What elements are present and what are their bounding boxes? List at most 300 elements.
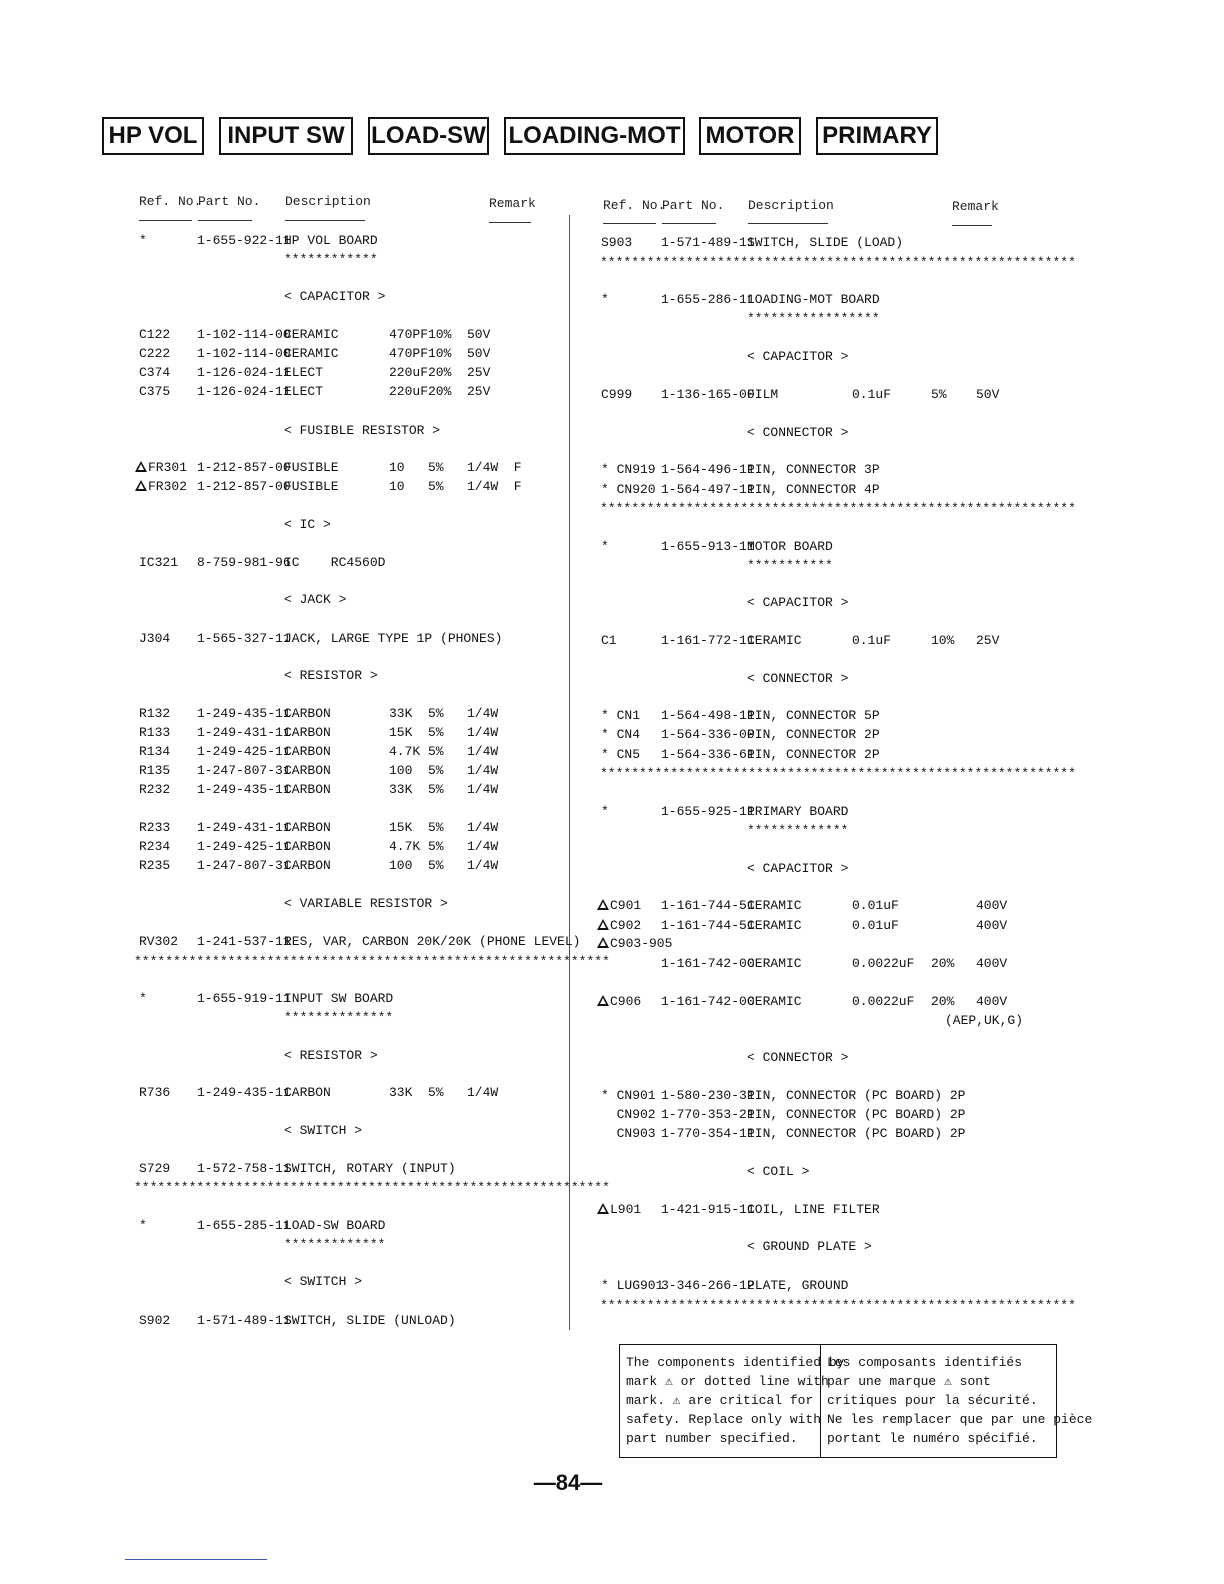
part-number: 1-249-435-11 <box>197 782 291 797</box>
rating: 400V <box>976 898 1008 913</box>
description: SWITCH, ROTARY (INPUT) <box>284 1161 456 1176</box>
ref-number-text: S729 <box>139 1161 171 1176</box>
ref-number <box>601 633 617 649</box>
value: 0.0022uF <box>852 956 915 971</box>
value: 10 <box>389 479 405 494</box>
part-number: 1-572-758-11 <box>197 1161 291 1176</box>
right-list-row <box>0 1298 1224 1314</box>
ref-number-text: C222 <box>139 346 171 361</box>
part-number: 1-655-285-11 <box>197 1218 291 1233</box>
ref-number <box>601 747 640 763</box>
rating: 50V <box>467 346 491 361</box>
ref-number <box>601 539 609 555</box>
tolerance: 20% <box>931 956 955 971</box>
description: CARBON <box>284 1085 331 1100</box>
tolerance: 5% <box>428 763 444 778</box>
note-en-line: mark ⚠ or dotted line with <box>626 1374 829 1389</box>
rating: 1/4W <box>467 782 499 797</box>
description: < CONNECTOR > <box>747 671 849 686</box>
part-number: 1-161-742-00 <box>661 994 755 1009</box>
right-list-row <box>0 235 1224 251</box>
description: CARBON <box>284 706 331 721</box>
value: 0.01uF <box>852 918 899 933</box>
right-header-part: Part No. <box>662 198 725 213</box>
tolerance: 5% <box>428 460 444 475</box>
description: ************* <box>284 1237 386 1252</box>
note-fr-line: Les composants identifiés <box>827 1355 1023 1370</box>
ref-number-text: S902 <box>139 1313 171 1328</box>
description: IC RC4560D <box>284 555 386 570</box>
rating: 400V <box>976 994 1008 1009</box>
part-number: 1-102-114-00 <box>197 346 291 361</box>
description: ELECT <box>284 384 324 399</box>
page-number: —84— <box>533 1470 603 1495</box>
description: PIN, CONNECTOR 3P <box>747 462 880 477</box>
ref-number-text: * <box>601 539 609 554</box>
rating: 1/4W <box>467 763 499 778</box>
right-list-row <box>0 1050 1224 1066</box>
description: < VARIABLE RESISTOR > <box>284 896 448 911</box>
value: 10 <box>389 460 405 475</box>
value: 33K <box>389 1085 413 1100</box>
right-header-part-underline <box>662 223 716 224</box>
description: CERAMIC <box>284 327 339 342</box>
value: 470PF <box>389 346 429 361</box>
description: PIN, CONNECTOR (PC BOARD) 2P <box>747 1107 966 1122</box>
left-list-row <box>0 782 1224 798</box>
ref-number-text: R132 <box>139 706 171 721</box>
right-header-desc: Description <box>748 198 834 213</box>
right-list-row <box>0 956 1224 972</box>
ref-number-text: * <box>139 233 147 248</box>
left-list-row <box>0 517 1224 533</box>
ref-number <box>597 1202 641 1218</box>
right-list-row <box>0 727 1224 743</box>
tolerance: 5% <box>428 725 444 740</box>
right-list-row <box>0 898 1224 914</box>
right-list-row <box>0 425 1224 441</box>
part-number: 1-161-744-51 <box>661 918 755 933</box>
tolerance: 5% <box>428 1085 444 1100</box>
description: ***************** <box>747 311 880 326</box>
section-separator: ************************************************************* <box>134 954 610 969</box>
right-list-row <box>0 823 1224 839</box>
value: 15K <box>389 820 413 835</box>
tolerance: 5% <box>428 820 444 835</box>
note-en-line: mark. ⚠ are critical for <box>626 1393 814 1408</box>
description: < RESISTOR > <box>284 668 378 683</box>
description: RES, VAR, CARBON 20K/20K (PHONE LEVEL) <box>284 934 581 949</box>
description: FUSIBLE <box>284 479 339 494</box>
ref-number-text: S903 <box>601 235 633 250</box>
rating: 1/4W <box>467 706 499 721</box>
ref-number-text: C903-905 <box>610 936 673 951</box>
part-number: 1-564-336-61 <box>661 747 755 762</box>
ref-number <box>601 482 656 498</box>
description: CERAMIC <box>284 346 339 361</box>
ref-number-text: * LUG901 <box>601 1278 664 1293</box>
description: < CAPACITOR > <box>747 595 849 610</box>
part-number: 3-346-266-12 <box>661 1278 755 1293</box>
right-list-row <box>0 1013 1224 1029</box>
rating: 1/4W F <box>467 460 522 475</box>
ref-number-text: C375 <box>139 384 171 399</box>
right-list-row <box>0 349 1224 365</box>
ref-number <box>601 1278 663 1294</box>
tolerance: 5% <box>428 706 444 721</box>
part-number: 1-580-230-31 <box>661 1088 755 1103</box>
rating: 1/4W <box>467 820 499 835</box>
right-list-row <box>0 292 1224 308</box>
description: CERAMIC <box>747 633 802 648</box>
part-number: 1-136-165-00 <box>661 387 755 402</box>
left-header-ref: Ref. No. <box>139 194 202 209</box>
ref-number-text: FR302 <box>148 479 188 494</box>
footer-rule <box>125 1559 267 1560</box>
tolerance: 20% <box>931 994 955 1009</box>
right-list-row <box>0 462 1224 478</box>
part-number: 1-161-742-00 <box>661 956 755 971</box>
value: 33K <box>389 706 413 721</box>
safety-warning-icon <box>597 995 609 1006</box>
part-number: 1-655-922-11 <box>197 233 291 248</box>
left-header-desc: Description <box>285 194 371 209</box>
description: PIN, CONNECTOR 5P <box>747 708 880 723</box>
note-en-line: part number specified. <box>626 1431 798 1446</box>
part-number: 1-655-919-11 <box>197 991 291 1006</box>
description: MOTOR BOARD <box>747 539 833 554</box>
ref-number-text: * CN901 <box>601 1088 656 1103</box>
right-header-ref: Ref. No. <box>603 198 666 213</box>
part-number: 1-571-489-11 <box>197 1313 291 1328</box>
tolerance: 20% <box>428 384 452 399</box>
ref-number-text: * CN920 <box>601 482 656 497</box>
ref-number-text: * CN4 <box>601 727 641 742</box>
right-list-row <box>0 918 1224 934</box>
ref-number-text: R235 <box>139 858 171 873</box>
right-list-row <box>0 482 1224 498</box>
part-number: 1-241-537-11 <box>197 934 291 949</box>
ref-number <box>139 1218 147 1234</box>
description: < COIL > <box>747 1164 810 1179</box>
section-separator: ************************************************************* <box>600 766 1076 781</box>
description: ELECT <box>284 365 324 380</box>
description: FILM <box>747 387 779 402</box>
ref-number-text: * <box>601 804 609 819</box>
left-header-remark-underline <box>489 222 531 223</box>
right-header-remark: Remark <box>952 199 999 214</box>
part-number: 1-249-425-11 <box>197 744 291 759</box>
description: PIN, CONNECTOR 4P <box>747 482 880 497</box>
description: SWITCH, SLIDE (LOAD) <box>747 235 904 250</box>
right-list-row <box>0 766 1224 782</box>
ref-number <box>139 782 170 798</box>
description: ************* <box>747 823 849 838</box>
rating: 25V <box>467 384 491 399</box>
ref-number-text: C902 <box>610 918 642 933</box>
ref-number-text: R233 <box>139 820 171 835</box>
description: INPUT SW BOARD <box>284 991 394 1006</box>
description: CARBON <box>284 763 331 778</box>
rating: 50V <box>467 327 491 342</box>
ref-number <box>597 918 641 934</box>
right-list-row <box>0 1164 1224 1180</box>
tolerance: 20% <box>428 365 452 380</box>
ref-number <box>601 708 640 724</box>
ref-number <box>601 1088 656 1104</box>
part-number: 1-249-431-11 <box>197 725 291 740</box>
value: 100 <box>389 763 413 778</box>
description: LOAD-SW BOARD <box>284 1218 386 1233</box>
description: CERAMIC <box>747 956 802 971</box>
ref-number-text: * CN5 <box>601 747 641 762</box>
left-header-part: Part No. <box>198 194 261 209</box>
left-header-desc-underline <box>285 220 365 221</box>
part-number: 1-564-336-00 <box>661 727 755 742</box>
safety-warning-icon <box>597 937 609 948</box>
rating: 25V <box>976 633 1000 648</box>
description: CARBON <box>284 839 331 854</box>
right-header-desc-underline <box>748 223 828 224</box>
right-list-row <box>0 708 1224 724</box>
ref-number-text: CN902 <box>601 1107 656 1122</box>
value: 100 <box>389 858 413 873</box>
right-header-ref-underline <box>603 223 656 224</box>
description: CERAMIC <box>747 994 802 1009</box>
value: 33K <box>389 782 413 797</box>
tolerance: 5% <box>428 479 444 494</box>
right-list-row <box>0 633 1224 649</box>
safety-note-box <box>619 1344 1093 1458</box>
tolerance: 10% <box>428 327 452 342</box>
value: 470PF <box>389 327 429 342</box>
rating: 1/4W F <box>467 479 522 494</box>
right-list-row <box>0 558 1224 574</box>
tolerance: 5% <box>428 839 444 854</box>
tolerance: 5% <box>428 858 444 873</box>
right-list-row <box>0 501 1224 517</box>
left-header-ref-underline <box>139 220 192 221</box>
left-header-remark: Remark <box>489 196 536 211</box>
left-list-row <box>0 1218 1224 1234</box>
right-list-row <box>0 255 1224 271</box>
description: < GROUND PLATE > <box>747 1239 872 1254</box>
description: ************ <box>284 252 378 267</box>
part-number: 1-564-496-11 <box>661 462 755 477</box>
ref-number-text: C906 <box>610 994 642 1009</box>
tab-motor: MOTOR <box>699 117 801 155</box>
description: < CAPACITOR > <box>284 289 386 304</box>
description: PIN, CONNECTOR (PC BOARD) 2P <box>747 1088 966 1103</box>
ref-number <box>139 365 170 381</box>
value: 4.7K <box>389 744 421 759</box>
description: SWITCH, SLIDE (UNLOAD) <box>284 1313 456 1328</box>
value: 15K <box>389 725 413 740</box>
left-list-row <box>0 1313 1224 1329</box>
right-list-row <box>0 804 1224 820</box>
ref-number <box>597 898 641 914</box>
part-number: 1-161-772-11 <box>661 633 755 648</box>
left-list-row <box>0 1180 1224 1196</box>
part-number: 1-564-498-11 <box>661 708 755 723</box>
section-separator: ************************************************************* <box>134 1180 610 1195</box>
rating: 1/4W <box>467 744 499 759</box>
safety-warning-icon <box>597 1203 609 1214</box>
right-list-row <box>0 1278 1224 1294</box>
tolerance: 5% <box>428 744 444 759</box>
ref-number-text: * <box>601 292 609 307</box>
part-number: 1-249-435-11 <box>197 1085 291 1100</box>
part-number: 8-759-981-96 <box>197 555 291 570</box>
note-en-line: safety. Replace only with <box>626 1412 822 1427</box>
tab-hp-vol: HP VOL <box>102 117 204 155</box>
ref-number-text: R234 <box>139 839 171 854</box>
ref-number <box>601 804 609 820</box>
ref-number-text: C901 <box>610 898 642 913</box>
description: JACK, LARGE TYPE 1P (PHONES) <box>284 631 503 646</box>
ref-number <box>597 994 641 1010</box>
value: 0.01uF <box>852 898 899 913</box>
ref-number <box>601 387 632 403</box>
safety-note-english <box>620 1345 845 1457</box>
part-number: 1-247-807-31 <box>197 858 291 873</box>
tolerance: 5% <box>428 782 444 797</box>
part-number: 1-565-327-11 <box>197 631 291 646</box>
value: 0.1uF <box>852 387 892 402</box>
right-list-row <box>0 539 1224 555</box>
part-number: 1-564-497-11 <box>661 482 755 497</box>
part-number: 1-421-915-11 <box>661 1202 755 1217</box>
ref-number-text: R135 <box>139 763 171 778</box>
ref-number-text: FR301 <box>148 460 188 475</box>
description: < CONNECTOR > <box>747 425 849 440</box>
tolerance: 5% <box>931 387 947 402</box>
rating: 1/4W <box>467 1085 499 1100</box>
left-list-row <box>0 327 1224 343</box>
safety-warning-icon <box>597 899 609 910</box>
description: < CAPACITOR > <box>747 861 849 876</box>
description: FUSIBLE <box>284 460 339 475</box>
ref-number-text: R232 <box>139 782 171 797</box>
value: 0.0022uF <box>852 994 915 1009</box>
part-number: 1-212-857-00 <box>197 460 291 475</box>
ref-number-text: IC321 <box>139 555 179 570</box>
ref-number-text: J304 <box>139 631 171 646</box>
part-number: 1-655-286-11 <box>661 292 755 307</box>
ref-number <box>597 936 672 952</box>
right-list-row <box>0 1239 1224 1255</box>
tab-load-sw: LOAD-SW <box>368 117 489 155</box>
value: 4.7K <box>389 839 421 854</box>
right-list-row <box>0 671 1224 687</box>
safety-warning-icon <box>597 919 609 930</box>
board-tabs <box>102 117 1102 155</box>
rating: 1/4W <box>467 725 499 740</box>
note-fr-line: par une marque ⚠ sont <box>827 1374 991 1389</box>
left-list-row <box>0 365 1224 381</box>
part-number: 1-249-435-11 <box>197 706 291 721</box>
ref-number <box>601 727 640 743</box>
description: CERAMIC <box>747 898 802 913</box>
right-list-row <box>0 994 1224 1010</box>
ref-number <box>139 327 170 343</box>
ref-number-text: R736 <box>139 1085 171 1100</box>
right-list-row <box>0 861 1224 877</box>
description: PIN, CONNECTOR 2P <box>747 727 880 742</box>
description: < IC > <box>284 517 331 532</box>
ref-number-text: C999 <box>601 387 633 402</box>
part-number: 1-249-431-11 <box>197 820 291 835</box>
description: PRIMARY BOARD <box>747 804 849 819</box>
rating: 25V <box>467 365 491 380</box>
description: < JACK > <box>284 592 347 607</box>
note-fr-line: Ne les remplacer que par une pièce <box>827 1412 1093 1427</box>
description: PIN, CONNECTOR 2P <box>747 747 880 762</box>
ref-number <box>601 1126 656 1142</box>
tab-primary: PRIMARY <box>816 117 938 155</box>
ref-number <box>139 1313 170 1329</box>
description: < SWITCH > <box>284 1123 363 1138</box>
rating: 400V <box>976 956 1008 971</box>
part-number: 1-770-354-11 <box>661 1126 755 1141</box>
ref-number-text: C122 <box>139 327 171 342</box>
left-header-part-underline <box>198 220 252 221</box>
right-header-remark-underline <box>952 225 992 226</box>
part-number: 1-126-024-11 <box>197 365 291 380</box>
ref-number-text: * <box>139 991 147 1006</box>
section-separator: ************************************************************* <box>600 501 1076 516</box>
part-number: 1-770-353-21 <box>661 1107 755 1122</box>
ref-number-text: R133 <box>139 725 171 740</box>
part-number: 1-249-425-11 <box>197 839 291 854</box>
rating: 1/4W <box>467 858 499 873</box>
tab-loading-mot: LOADING-MOT <box>504 117 685 155</box>
description: PLATE, GROUND <box>747 1278 849 1293</box>
description: LOADING-MOT BOARD <box>747 292 880 307</box>
part-number: 1-102-114-00 <box>197 327 291 342</box>
description: < SWITCH > <box>284 1274 363 1289</box>
rating: (AEP,UK,G) <box>945 1013 1024 1028</box>
right-list-row <box>0 1088 1224 1104</box>
right-list-row <box>0 1202 1224 1218</box>
rating: 50V <box>976 387 1000 402</box>
description: < FUSIBLE RESISTOR > <box>284 423 441 438</box>
description: CERAMIC <box>747 918 802 933</box>
tolerance: 10% <box>428 346 452 361</box>
tab-input-sw: INPUT SW <box>219 117 353 155</box>
tolerance: 10% <box>931 633 955 648</box>
right-list-row <box>0 936 1224 952</box>
right-list-row <box>0 387 1224 403</box>
value: 0.1uF <box>852 633 892 648</box>
ref-number-text: C374 <box>139 365 171 380</box>
right-list-row <box>0 595 1224 611</box>
ref-number-text: L901 <box>610 1202 642 1217</box>
description: < CONNECTOR > <box>747 1050 849 1065</box>
ref-number-text: R134 <box>139 744 171 759</box>
description: HP VOL BOARD <box>284 233 378 248</box>
part-number: 1-247-807-31 <box>197 763 291 778</box>
part-number: 1-126-024-11 <box>197 384 291 399</box>
section-separator: ************************************************************* <box>600 255 1076 270</box>
description: CARBON <box>284 858 331 873</box>
description: ************** <box>284 1010 394 1025</box>
ref-number <box>139 839 170 855</box>
right-list-row <box>0 1107 1224 1123</box>
description: PIN, CONNECTOR (PC BOARD) 2P <box>747 1126 966 1141</box>
description: CARBON <box>284 820 331 835</box>
value: 220uF <box>389 384 429 399</box>
